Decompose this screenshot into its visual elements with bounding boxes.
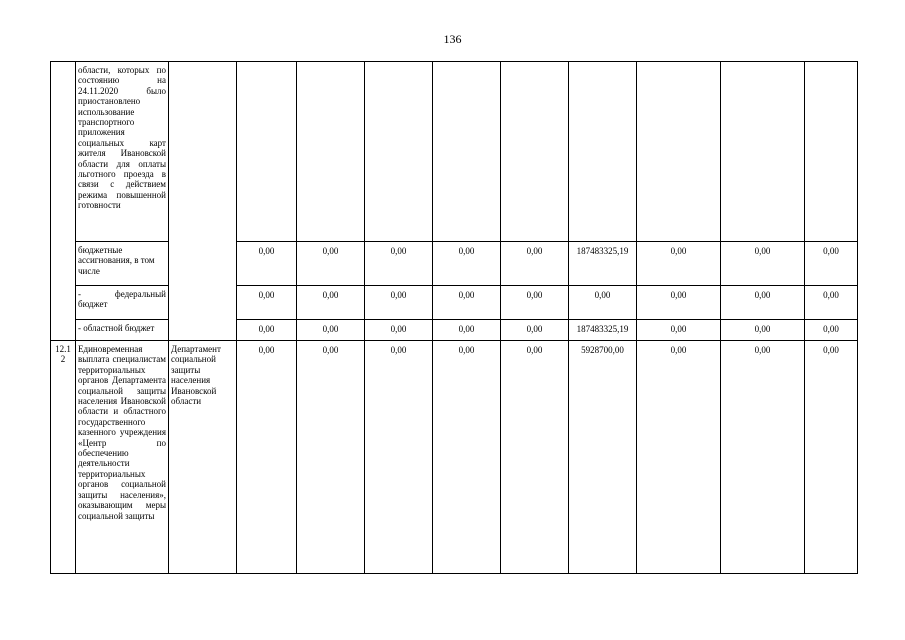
- row-description: Единовременная выплата специалистам территориальных органов Департамента социальной защиты населения Ивановской области и областного государственного казенного учреждения «Центр по обеспечению деятельности территориальных органов социальной защиты населения», оказывающим меры социальной защиты: [76, 341, 169, 574]
- value-cell: 0,00: [721, 320, 805, 341]
- value-cell: [433, 62, 501, 242]
- value-cell: 0,00: [433, 341, 501, 574]
- table-row: [51, 341, 858, 574]
- value-cell: 0,00: [721, 242, 805, 286]
- value-cell: 0,00: [501, 286, 569, 320]
- value-cell: [365, 62, 433, 242]
- value-cell: [501, 62, 569, 242]
- value-cell: [297, 62, 365, 242]
- value-cell: 0,00: [297, 320, 365, 341]
- row-description: области, которых по состоянию на 24.11.2020 было приостановлено использование транспортного приложения социальных карт жителя Ивановской области для оплаты льготного проезда в связи с действием режима повышенной готовности: [76, 62, 169, 242]
- value-cell: 0,00: [721, 341, 805, 574]
- value-cell: 0,00: [237, 286, 297, 320]
- row-index: 12.1 2: [51, 341, 76, 574]
- page-number: 136: [443, 32, 462, 46]
- value-cell: 187483325,19: [569, 242, 637, 286]
- value-cell: 0,00: [297, 242, 365, 286]
- value-cell: 0,00: [501, 242, 569, 286]
- value-cell: 0,00: [721, 286, 805, 320]
- value-cell: 0,00: [365, 286, 433, 320]
- value-cell: 0,00: [501, 341, 569, 574]
- value-cell: 0,00: [637, 320, 721, 341]
- value-cell: 0,00: [237, 341, 297, 574]
- row-executor: Департамент социальной защиты населения Ивановской области: [169, 341, 237, 574]
- value-cell: 0,00: [297, 341, 365, 574]
- value-cell: [721, 62, 805, 242]
- row-description: - областной бюджет: [76, 320, 169, 341]
- value-cell: 0,00: [805, 341, 858, 574]
- value-cell: 0,00: [637, 286, 721, 320]
- value-cell: 0,00: [365, 242, 433, 286]
- row-description: бюджетные ассигнования, в том числе: [76, 242, 169, 286]
- row-executor: [169, 62, 237, 341]
- row-index: [51, 62, 76, 341]
- table-row: [51, 62, 858, 242]
- value-cell: 0,00: [237, 320, 297, 341]
- value-cell: 0,00: [365, 341, 433, 574]
- value-cell: 0,00: [433, 242, 501, 286]
- value-cell: [569, 62, 637, 242]
- value-cell: 0,00: [365, 320, 433, 341]
- value-cell: 0,00: [433, 320, 501, 341]
- value-cell: 0,00: [433, 286, 501, 320]
- value-cell: 0,00: [297, 286, 365, 320]
- value-cell: 0,00: [805, 320, 858, 341]
- value-cell: 5928700,00: [569, 341, 637, 574]
- value-cell: [805, 62, 858, 242]
- value-cell: 187483325,19: [569, 320, 637, 341]
- value-cell: 0,00: [569, 286, 637, 320]
- value-cell: [637, 62, 721, 242]
- value-cell: [237, 62, 297, 242]
- row-description: - федеральный бюджет: [76, 286, 169, 320]
- value-cell: 0,00: [237, 242, 297, 286]
- value-cell: 0,00: [501, 320, 569, 341]
- value-cell: 0,00: [805, 286, 858, 320]
- value-cell: 0,00: [637, 341, 721, 574]
- value-cell: 0,00: [805, 242, 858, 286]
- value-cell: 0,00: [637, 242, 721, 286]
- budget-table: [50, 61, 858, 574]
